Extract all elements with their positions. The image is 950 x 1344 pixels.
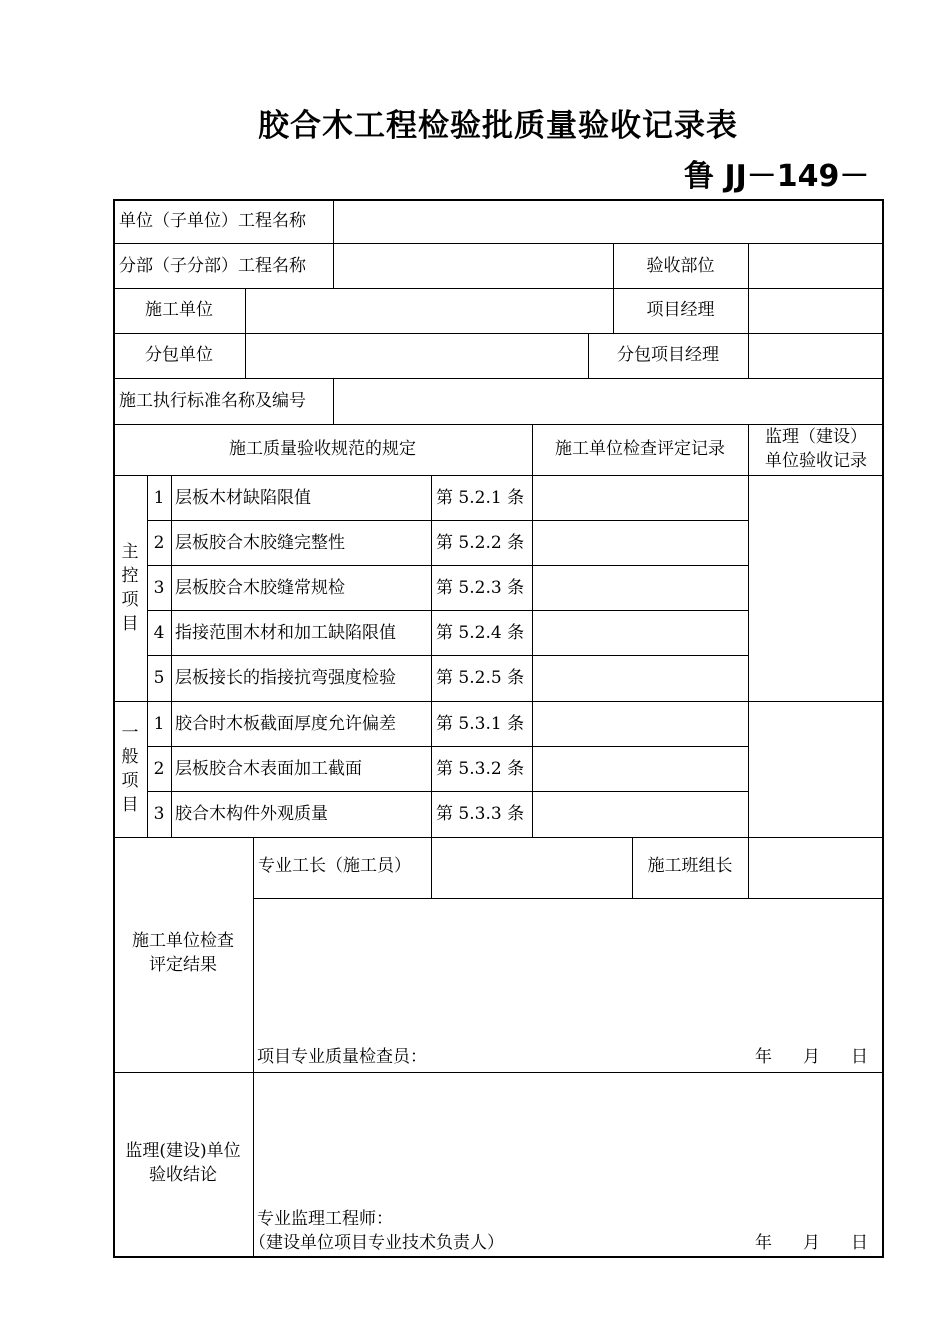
spec-column-header: 施工质量验收规范的规定 [229,439,416,459]
main-item-name: 指接范围木材和加工缺陷限值 [175,623,396,643]
main-item-no: 5 [153,668,165,688]
supervision-column-header-line2: 单位验收记录 [765,451,867,471]
standard-field[interactable] [336,381,882,422]
general-items-label-1: 一 [121,723,139,743]
sub-project-manager-field[interactable] [751,336,882,376]
main-item-name: 层板胶合木胶缝常规检 [175,578,345,598]
general-item-clause: 第 5.3.1 条 [436,714,525,734]
main-item-clause: 第 5.2.3 条 [436,578,525,598]
general-item-name: 胶合时木板截面厚度允许偏差 [175,714,396,734]
construction-check-label-line1: 施工单位检查 [132,931,234,951]
main-item-clause: 第 5.2.5 条 [436,668,525,688]
general-item-clause: 第 5.3.2 条 [436,759,525,779]
supervision-conclusion-label-line1: 监理(建设)单位 [125,1141,241,1161]
team-leader-label: 施工班组长 [647,856,733,876]
main-item-no: 2 [153,533,165,553]
construction-unit-label: 施工单位 [145,300,213,320]
project-manager-label: 项目经理 [646,300,715,320]
general-item-record-field[interactable] [534,703,747,745]
form-title: 胶合木工程检验批质量验收记录表 [258,108,738,144]
main-item-record-field[interactable] [534,657,747,700]
construction-check-label-line2: 评定结果 [149,955,217,975]
main-items-label-4: 目 [121,614,139,634]
general-item-record-field[interactable] [534,748,747,790]
unit-project-label: 单位（子单位）工程名称 [119,211,306,231]
sub-project-label: 分部（子分部）工程名称 [119,256,306,276]
date-year-label: 年 [755,1047,772,1067]
main-item-no: 4 [153,623,165,643]
subcontractor-field[interactable] [248,336,585,376]
main-item-clause: 第 5.2.1 条 [436,488,525,508]
main-item-name: 层板木材缺陷限值 [175,488,311,508]
general-items-label-2: 般 [121,747,139,767]
supervision-column-header-line1: 监理（建设） [765,427,867,447]
main-items-supervision-field[interactable] [750,477,882,700]
general-item-name: 层板胶合木表面加工截面 [175,759,362,779]
main-items-label-3: 项 [121,590,139,610]
general-item-no: 2 [153,759,165,779]
construction-unit-field[interactable] [248,291,610,331]
unit-project-field[interactable] [336,201,882,241]
main-item-record-field[interactable] [534,612,747,654]
subcontractor-label: 分包单位 [145,345,213,365]
general-item-record-field[interactable] [534,793,747,836]
general-items-supervision-field[interactable] [750,703,882,836]
acceptance-part-label: 验收部位 [646,256,715,276]
main-items-label-2: 控 [121,566,139,586]
sub-project-manager-label: 分包项目经理 [617,345,719,365]
foreman-field[interactable] [433,839,631,897]
general-item-no: 3 [153,804,165,824]
main-item-clause: 第 5.2.2 条 [436,533,525,553]
general-item-name: 胶合木构件外观质量 [175,804,328,824]
date-year-label: 年 [755,1233,772,1253]
general-item-no: 1 [153,714,165,734]
form-code: 鲁 JJ－149－ [684,159,870,194]
date-day-label: 日 [851,1233,868,1253]
standard-label: 施工执行标准名称及编号 [119,391,306,411]
main-item-no: 1 [153,488,165,508]
main-item-record-field[interactable] [534,522,747,564]
quality-inspector-label: 项目专业质量检查员： [257,1047,427,1067]
construction-check-result-area[interactable] [255,900,882,1040]
general-items-label-4: 目 [121,795,139,815]
main-items-label-1: 主 [121,542,139,562]
main-item-no: 3 [153,578,165,598]
supervision-engineer-label: 专业监理工程师： [257,1209,393,1229]
main-item-name: 层板胶合木胶缝完整性 [175,533,345,553]
general-items-label-3: 项 [121,771,139,791]
sub-project-field[interactable] [336,246,610,286]
general-item-clause: 第 5.3.3 条 [436,804,525,824]
main-item-name: 层板接长的指接抗弯强度检验 [175,668,396,688]
team-leader-field[interactable] [750,839,882,897]
supervision-conclusion-area[interactable] [255,1074,882,1204]
main-item-record-field[interactable] [534,567,747,609]
foreman-label: 专业工长（施工员） [258,856,411,876]
date-month-label: 月 [803,1233,820,1253]
supervision-conclusion-label-line2: 验收结论 [149,1165,217,1185]
main-item-clause: 第 5.2.4 条 [436,623,525,643]
date-day-label: 日 [851,1047,868,1067]
project-manager-field[interactable] [751,291,882,331]
date-month-label: 月 [803,1047,820,1067]
check-record-column-header: 施工单位检查评定记录 [555,439,725,459]
acceptance-part-field[interactable] [751,246,882,286]
owner-technical-lead-label: （建设单位项目专业技术负责人） [249,1233,504,1253]
main-item-record-field[interactable] [534,477,747,519]
